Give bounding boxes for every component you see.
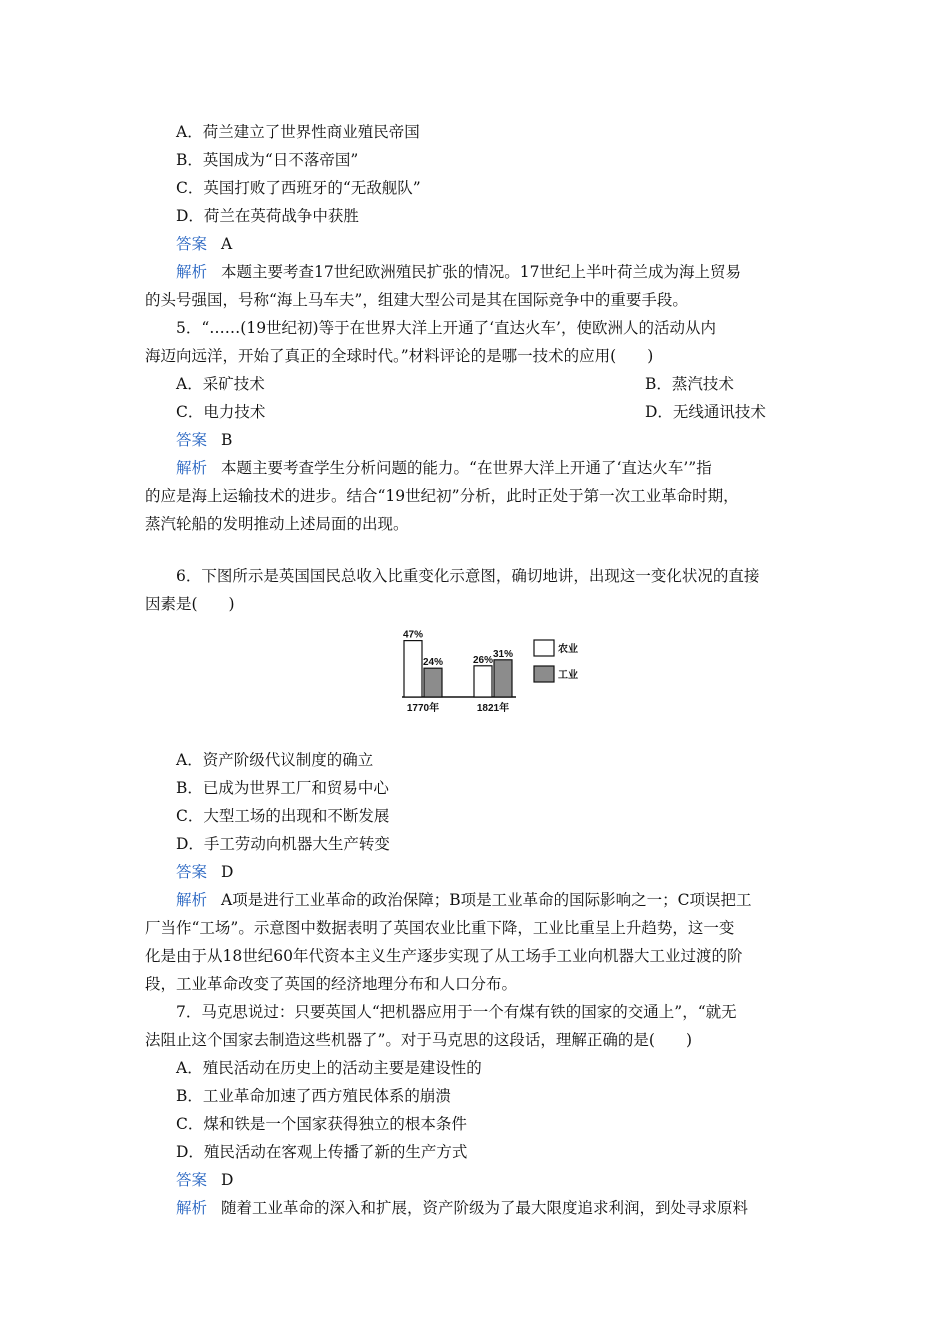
q4-analysis-line-1 [176,262,741,282]
q4-answer-line [176,234,232,254]
x-tick-label: 1770年 [406,703,440,714]
q6-analysis-line-4: 段，工业革命改变了英国的经济地理分布和人口分布。 [145,975,518,993]
analysis-tag: 解析 [176,263,208,281]
q5-option-c: C．电力技术 [176,403,266,421]
bar-农业-1770年 [404,641,422,697]
q7-option-c: C．煤和铁是一个国家获得独立的根本条件 [176,1115,467,1133]
q6-option-a: A．资产阶级代议制度的确立 [176,751,374,769]
q5-stem-line-2: 海迈向远洋，开始了真正的全球时代。”材料评论的是哪一技术的应用( ) [145,347,654,365]
q7-analysis-text-1: 随着工业革命的深入和扩展，资产阶级为了最大限度追求利润，到处寻求原料 [221,1199,749,1217]
data-label: 26% [472,654,494,666]
q5-answer: B [221,431,233,449]
q6-analysis-line-3: 化是由于从18世纪60年代资本主义生产逐步实现了从工场手工业向机器大工业过渡的阶 [145,947,743,965]
legend-label: 工业 [558,670,578,681]
bar-农业-1821年 [474,666,492,697]
answer-tag: 答案 [176,1171,208,1189]
answer-tag: 答案 [176,431,208,449]
q5-analysis-text-1: 本题主要考查学生分析问题的能力。“在世界大洋上开通了‘直达火车’”指 [221,459,712,477]
analysis-tag: 解析 [176,459,208,477]
q5-stem-line-1: 5．“……(19世纪初)等于在世界大洋上开通了‘直达火车’，使欧洲人的活动从内 [176,319,716,337]
q7-stem-line-1: 7．马克思说过：只要英国人“把机器应用于一个有煤有铁的国家的交通上”，“就无 [176,1003,737,1021]
bar-工业-1770年 [424,668,442,697]
q7-option-a: A．殖民活动在历史上的活动主要是建设性的 [176,1059,482,1077]
legend-label: 农业 [558,644,578,655]
q7-answer: D [221,1171,234,1189]
q7-stem-line-2: 法阻止这个国家去制造这些机器了”。对于马克思的这段话，理解正确的是( ) [145,1031,693,1049]
legend-swatch-工业 [534,666,554,682]
q5-analysis-line-3: 蒸汽轮船的发明推动上述局面的出现。 [145,515,409,533]
income-share-bar-chart [396,620,596,720]
q6-answer: D [221,863,234,881]
q6-analysis-line-1 [176,890,751,910]
q7-analysis-line-1 [176,1198,748,1218]
q6-analysis-line-2: 厂当作“工场”。示意图中数据表明了英国农业比重下降，工业比重呈上升趋势，这一变 [145,919,735,937]
q6-stem-line-1: 6．下图所示是英国国民总收入比重变化示意图，确切地讲，出现这一变化状况的直接 [176,567,760,585]
data-label: 31% [492,648,514,660]
q5-option-b: B．蒸汽技术 [645,375,734,393]
x-tick-label: 1821年 [476,703,510,714]
q5-answer-line [176,430,232,450]
q4-option-a: A．荷兰建立了世界性商业殖民帝国 [176,123,420,141]
q4-analysis-line-2: 的头号强国，号称“海上马车夫”，组建大型公司是其在国际竞争中的重要手段。 [145,291,688,309]
q4-answer: A [221,235,233,253]
q7-option-b: B．工业革命加速了西方殖民体系的崩溃 [176,1087,451,1105]
q5-analysis-line-1 [176,458,712,478]
answer-tag: 答案 [176,863,208,881]
q6-option-c: C．大型工场的出现和不断发展 [176,807,390,825]
q4-option-b: B．英国成为“日不落帝国” [176,151,359,169]
bar-工业-1821年 [494,660,512,697]
q5-option-d: D．无线通讯技术 [645,403,766,421]
analysis-tag: 解析 [176,1199,208,1217]
q7-answer-line [176,1170,233,1190]
q6-answer-line [176,862,233,882]
data-label: 24% [422,657,444,669]
q7-option-d: D．殖民活动在客观上传播了新的生产方式 [176,1143,468,1161]
legend-swatch-农业 [534,640,554,656]
data-label: 47% [402,629,424,641]
q4-option-d: D．荷兰在英荷战争中获胜 [176,207,359,225]
q4-analysis-text-1: 本题主要考查17世纪欧洲殖民扩张的情况。17世纪上半叶荷兰成为海上贸易 [221,263,741,281]
q5-option-a: A．采矿技术 [176,375,265,393]
q6-stem-line-2: 因素是( ) [145,595,235,613]
q6-analysis-text-1: A项是进行工业革命的政治保障；B项是工业革命的国际影响之一；C项误把工 [221,891,752,909]
q6-option-b: B．已成为世界工厂和贸易中心 [176,779,389,797]
answer-tag: 答案 [176,235,208,253]
analysis-tag: 解析 [176,891,208,909]
q5-analysis-line-2: 的应是海上运输技术的进步。结合“19世纪初”分析，此时正处于第一次工业革命时期， [145,487,739,505]
q4-option-c: C．英国打败了西班牙的“无敌舰队” [176,179,421,197]
q6-option-d: D．手工劳动向机器大生产转变 [176,835,390,853]
